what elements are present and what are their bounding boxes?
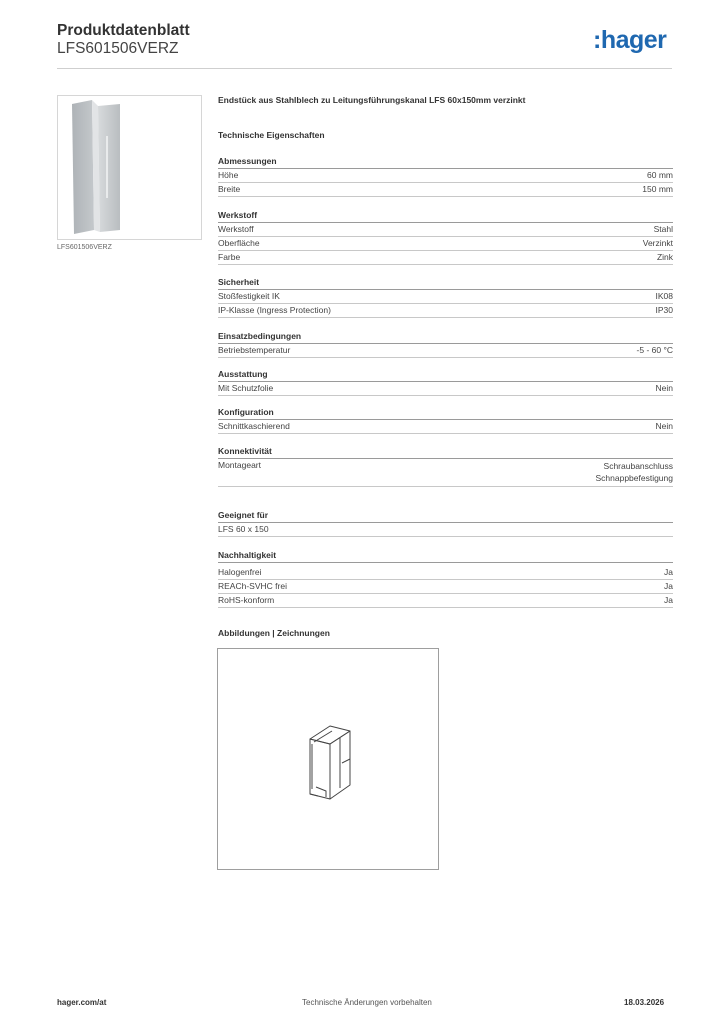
group-title-sicherheit: Sicherheit [218,277,673,290]
group-title-abmessungen: Abmessungen [218,156,673,169]
spec-value: Nein [655,421,673,431]
spec-label: Betriebstemperatur [218,345,291,355]
spec-row [218,345,673,358]
group-title-ausstattung: Ausstattung [218,369,673,382]
group-title-nachhaltigkeit: Nachhaltigkeit [218,550,673,563]
spec-value: Ja [664,581,673,591]
spec-label: Breite [218,184,241,194]
spec-label: Oberfläche [218,238,260,248]
spec-value: IK08 [655,291,673,301]
spec-value: Ja [664,567,673,577]
spec-row [218,170,673,183]
spec-value: Nein [655,383,673,393]
spec-value: -5 - 60 °C [636,345,673,355]
spec-value: Zink [656,252,673,262]
footer-website-link[interactable]: hager.com/at [57,998,107,1007]
product-code: LFS601506VERZ [57,40,179,57]
tech-properties-heading: Technische Eigenschaften [218,130,325,140]
spec-value: Schnappbefestigung [595,473,673,483]
spec-label: Stoßfestigkeit IK [218,291,280,301]
spec-row [218,595,673,608]
spec-label: RoHS-konform [218,595,275,605]
spec-value: Schraubanschluss [603,461,673,471]
product-image [57,95,202,240]
spec-value: Verzinkt [642,238,673,248]
spec-row [218,184,673,197]
group-title-geeignet-fuer: Geeignet für [218,510,673,523]
spec-row [218,581,673,594]
drawings-heading: Abbildungen | Zeichnungen [218,628,330,638]
spec-value: 150 mm [642,184,673,194]
footer-date: 18.03.2026 [624,998,665,1007]
group-title-konfiguration: Konfiguration [218,407,673,420]
spec-label: Halogenfrei [218,567,262,577]
spec-value: 60 mm [647,170,673,180]
spec-label: Montageart [218,460,261,470]
group-title-einsatzbedingungen: Einsatzbedingungen [218,331,673,344]
footer-notice: Technische Änderungen vorbehalten [302,998,432,1007]
spec-label: Höhe [218,170,239,180]
spec-label: Farbe [218,252,241,262]
hager-logo[interactable]: :hager [593,26,667,54]
technical-drawing [217,648,439,870]
product-photo-icon [58,96,201,239]
group-title-werkstoff: Werkstoff [218,210,673,223]
spec-label: REACh-SVHC frei [218,581,287,591]
spec-label: Werkstoff [218,224,254,234]
product-image-label: LFS601506VERZ [57,244,112,251]
end-piece-drawing-icon [218,649,438,869]
spec-row [218,524,673,537]
spec-row [218,383,673,396]
group-title-konnektivitaet: Konnektivität [218,446,673,459]
spec-row [218,421,673,434]
spec-label: IP-Klasse (Ingress Protection) [218,305,331,315]
spec-row [218,567,673,580]
spec-row [218,252,673,265]
spec-row [218,460,673,487]
spec-value: Stahl [653,224,673,234]
spec-row [218,238,673,251]
spec-row [218,291,673,304]
spec-label: LFS 60 x 150 [218,524,269,534]
spec-row [218,305,673,318]
spec-label: Schnittkaschierend [218,421,290,431]
spec-label: Mit Schutzfolie [218,383,274,393]
product-description: Endstück aus Stahlblech zu Leitungsführungskanal LFS 60x150mm verzinkt [218,95,526,105]
header-divider [57,68,672,69]
document-title: Produktdatenblatt [57,22,190,39]
spec-value-multi [595,460,673,484]
spec-value: Ja [664,595,673,605]
spec-row [218,224,673,237]
spec-value: IP30 [655,305,673,315]
